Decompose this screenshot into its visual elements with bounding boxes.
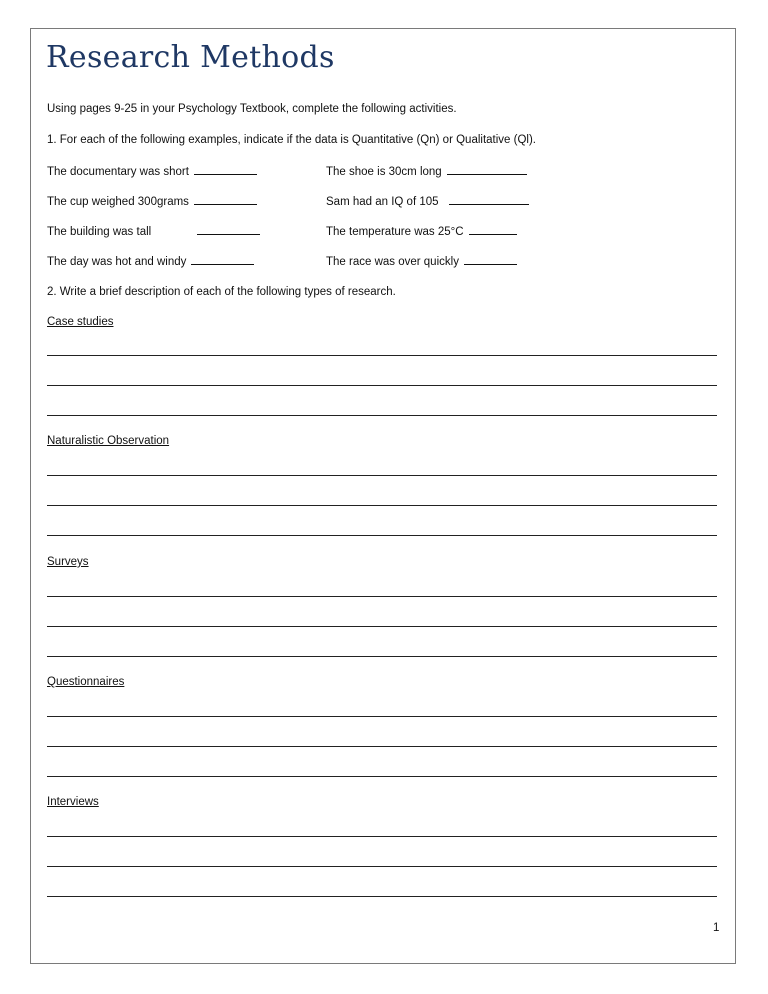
answer-blank[interactable] bbox=[197, 224, 260, 235]
q1-item-label: The cup weighed 300grams bbox=[47, 196, 189, 208]
answer-line[interactable] bbox=[47, 596, 717, 597]
answer-blank[interactable] bbox=[194, 194, 257, 205]
q1-item bbox=[326, 194, 529, 209]
q1-item-label: The temperature was 25°C bbox=[326, 226, 464, 238]
answer-blank[interactable] bbox=[191, 254, 254, 265]
section-heading-interviews: Interviews bbox=[47, 796, 99, 808]
question-2-prompt: 2. Write a brief description of each of the following types of research. bbox=[47, 286, 396, 298]
q1-item-label: Sam had an IQ of 105 bbox=[326, 196, 439, 208]
q1-item bbox=[47, 194, 257, 209]
q1-item bbox=[326, 164, 527, 179]
answer-line[interactable] bbox=[47, 626, 717, 627]
answer-line[interactable] bbox=[47, 836, 717, 837]
q1-item-label: The shoe is 30cm long bbox=[326, 166, 442, 178]
answer-line[interactable] bbox=[47, 896, 717, 897]
q1-item bbox=[326, 224, 517, 239]
q1-item-label: The documentary was short bbox=[47, 166, 189, 178]
q1-item bbox=[326, 254, 517, 269]
q1-item-label: The race was over quickly bbox=[326, 256, 459, 268]
q1-item-label: The day was hot and windy bbox=[47, 256, 187, 268]
answer-line[interactable] bbox=[47, 505, 717, 506]
section-heading-surveys: Surveys bbox=[47, 556, 89, 568]
q1-item bbox=[47, 164, 257, 179]
answer-line[interactable] bbox=[47, 716, 717, 717]
answer-line[interactable] bbox=[47, 776, 717, 777]
answer-line[interactable] bbox=[47, 535, 717, 536]
section-heading-case-studies: Case studies bbox=[47, 316, 114, 328]
answer-line[interactable] bbox=[47, 355, 717, 356]
q1-item bbox=[47, 224, 260, 239]
page-title: Research Methods bbox=[46, 40, 335, 75]
answer-line[interactable] bbox=[47, 385, 717, 386]
section-heading-naturalistic-observation: Naturalistic Observation bbox=[47, 435, 170, 447]
q1-item bbox=[47, 254, 254, 269]
answer-blank[interactable] bbox=[194, 164, 257, 175]
answer-line[interactable] bbox=[47, 866, 717, 867]
section-heading-questionnaires: Questionnaires bbox=[47, 676, 125, 688]
answer-line[interactable] bbox=[47, 746, 717, 747]
answer-blank[interactable] bbox=[447, 164, 527, 175]
q1-item-label: The building was tall bbox=[47, 226, 152, 238]
answer-line[interactable] bbox=[47, 656, 717, 657]
answer-line[interactable] bbox=[47, 475, 717, 476]
answer-blank[interactable] bbox=[449, 194, 529, 205]
question-1-prompt: 1. For each of the following examples, indicate if the data is Quantitative (Qn) or Qualitative (Ql). bbox=[47, 134, 536, 146]
answer-line[interactable] bbox=[47, 415, 717, 416]
intro-text: Using pages 9-25 in your Psychology Textbook, complete the following activities. bbox=[47, 103, 457, 115]
page-number: 1 bbox=[713, 922, 720, 934]
answer-blank[interactable] bbox=[464, 254, 517, 265]
answer-blank[interactable] bbox=[469, 224, 517, 235]
